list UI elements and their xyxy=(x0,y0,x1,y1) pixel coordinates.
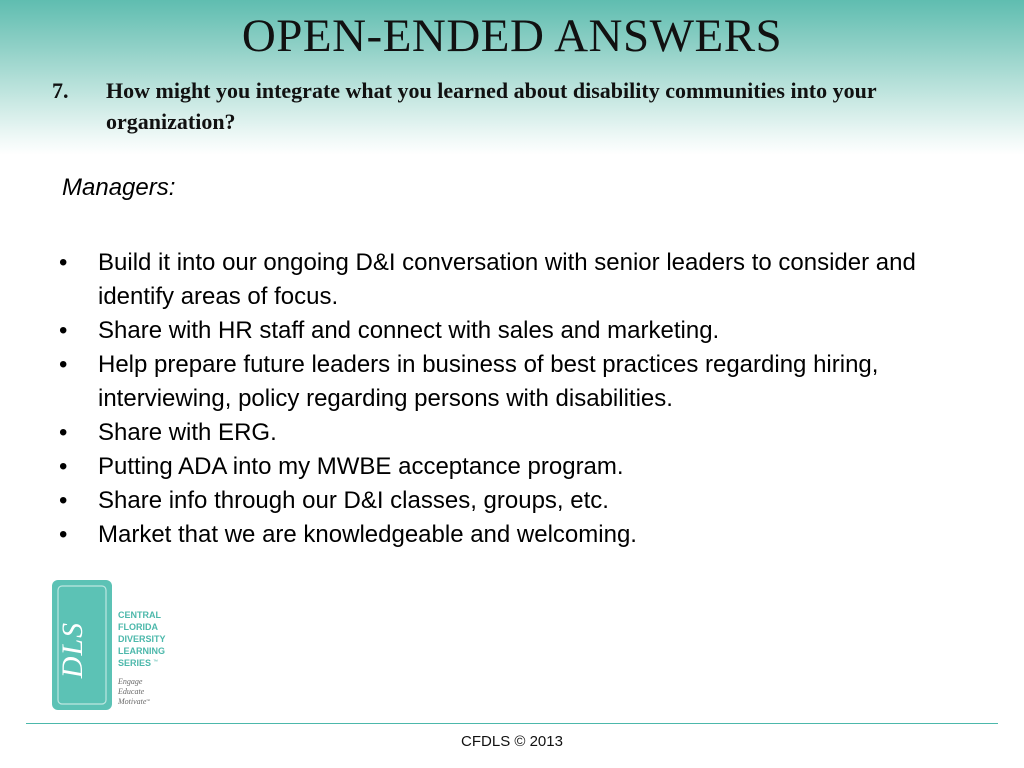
slide-title: OPEN-ENDED ANSWERS xyxy=(241,10,783,62)
list-item xyxy=(56,314,956,348)
logo-org-line: DIVERSITY xyxy=(118,634,166,644)
bullet-icon: • xyxy=(59,453,68,480)
list-item-text: Share with ERG. xyxy=(98,419,277,446)
logo-trademark: ™ xyxy=(153,659,158,665)
list-item-text: Share info through our D&I classes, groups, etc. xyxy=(98,487,609,514)
list-item xyxy=(56,518,956,552)
list-item xyxy=(56,348,956,416)
footer-divider xyxy=(26,723,998,724)
logo-monogram: DLS xyxy=(56,621,89,679)
answer-list xyxy=(56,246,956,552)
footer-copyright: CFDLS © 2013 xyxy=(461,733,563,750)
list-item-text: Build it into our ongoing D&I conversation with senior leaders to consider and identify areas of focus. xyxy=(98,249,916,310)
logo-org-line: LEARNING xyxy=(118,646,165,656)
list-item-text: Putting ADA into my MWBE acceptance program. xyxy=(98,453,624,480)
bullet-icon: • xyxy=(59,521,68,548)
logo-org-line: FLORIDA xyxy=(118,622,158,632)
logo-org-line: CENTRAL xyxy=(118,610,161,620)
list-item xyxy=(56,416,956,450)
logo-tagline: Educate xyxy=(118,687,145,696)
bullet-icon: • xyxy=(59,317,68,344)
list-item-text: Share with HR staff and connect with sales and marketing. xyxy=(98,317,720,344)
list-item-text: Help prepare future leaders in business of best practices regarding hiring, interviewing, policy regarding persons with disabilities. xyxy=(98,351,879,412)
logo-tagline: Motivate xyxy=(118,697,147,706)
list-item xyxy=(56,484,956,518)
audience-label: Managers: xyxy=(62,174,176,201)
bullet-icon: • xyxy=(59,487,68,514)
cfdls-logo xyxy=(50,578,185,713)
question-number: 7. xyxy=(52,78,69,103)
list-item xyxy=(56,246,956,314)
bullet-icon: • xyxy=(59,351,68,378)
question-text: How might you integrate what you learned about disability communities into your organization? xyxy=(106,78,877,134)
list-item xyxy=(56,450,956,484)
logo-tagline: Engage xyxy=(118,677,143,686)
bullet-icon: • xyxy=(59,249,68,276)
logo-org-line: SERIES xyxy=(118,658,152,668)
bullet-icon: • xyxy=(59,419,68,446)
logo-tagline-trademark: ™ xyxy=(146,698,150,703)
list-item-text: Market that we are knowledgeable and welcoming. xyxy=(98,521,637,548)
